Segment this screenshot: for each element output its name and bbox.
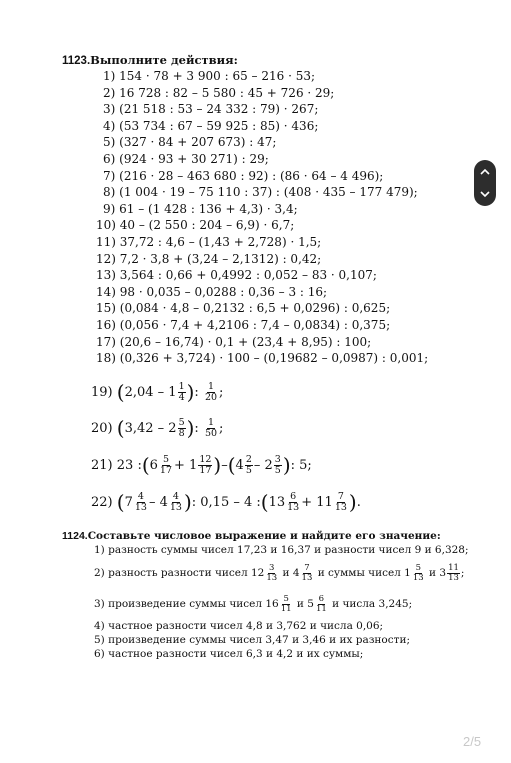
fraction: $\frac{3}{13}$ <box>266 562 278 583</box>
fraction: $\frac{1}{50}$ <box>204 416 218 439</box>
paren-close: ) <box>186 416 195 440</box>
math-text: 4 <box>235 457 244 473</box>
paren-open: ( <box>227 453 236 477</box>
task-item: 13) 3,564 : 0,66 + 0,4992 : 0,052 – 83 · 0,107; <box>96 268 377 283</box>
exercise-number: 1124. <box>62 530 88 542</box>
task-22 <box>91 487 361 517</box>
chevron-down-icon[interactable] <box>480 191 490 198</box>
task-label: 21) <box>91 457 113 473</box>
math-text: ; <box>460 566 465 579</box>
task-1124-3 <box>94 591 412 617</box>
paren-close: ) <box>348 490 357 514</box>
math-text: 13 <box>268 494 286 510</box>
math-text: . <box>356 494 361 510</box>
math-text: 6 <box>149 457 158 473</box>
task-item: 1) 154 · 78 + 3 900 : 65 – 216 · 53; <box>103 69 316 83</box>
scroll-nav <box>474 160 496 206</box>
fraction: $\frac{1}{20}$ <box>204 380 218 403</box>
paren-open: ( <box>141 453 150 477</box>
task-item: 14) 98 · 0,035 – 0,0288 : 0,36 – 3 : 16; <box>96 284 328 299</box>
page-indicator: 2/5 <box>463 734 482 749</box>
task-item: 15) (0,084 · 4,8 – 0,2132 : 6,5 + 0,0296) : 0,625; <box>96 301 391 316</box>
paren-open: ( <box>260 490 269 514</box>
task-label: 19) <box>91 384 113 400</box>
fraction: $\frac{4}{13}$ <box>134 490 147 513</box>
math-text: – 2 <box>253 457 273 473</box>
task-item: 10) 40 – (2 550 : 204 – 6,9) · 6,7; <box>96 218 295 233</box>
exercise-title: Выполните действия: <box>90 53 238 67</box>
fraction: $\frac{5}{13}$ <box>412 562 424 583</box>
paren-open: ( <box>116 490 125 514</box>
math-text: и суммы чисел 1 <box>317 566 411 579</box>
math-text: 23 : <box>116 457 142 473</box>
math-text: и 4 <box>282 566 300 579</box>
fraction: $\frac{2}{5}$ <box>245 453 252 476</box>
math-text: + 11 <box>301 494 333 510</box>
fraction: $\frac{4}{13}$ <box>169 490 182 513</box>
math-text: : 5; <box>290 457 312 473</box>
task-item: 6) (924 · 93 + 30 271) : 29; <box>103 152 269 166</box>
math-text: и 3 <box>429 566 447 579</box>
paren-close: ) <box>213 453 222 477</box>
task-item: 11) 37,72 : 4,6 – (1,43 + 2,728) · 1,5; <box>96 235 322 249</box>
fraction: $\frac{5}{8}$ <box>178 416 185 439</box>
fraction: $\frac{6}{13}$ <box>287 490 300 513</box>
paren-close: ) <box>282 453 291 477</box>
task-item: 7) (216 · 28 – 463 680 : 92) : (86 · 64 – 4 496); <box>103 168 384 183</box>
task-item: 16) (0,056 · 7,4 + 4,2106 : 7,4 – 0,0834) : 0,375; <box>96 318 391 332</box>
exercise-title: Составьте числовое выражение и найдите его значение: <box>87 530 441 542</box>
math-text: : <box>194 420 199 436</box>
task-item: 2) 16 728 : 82 – 5 580 : 45 + 726 · 29; <box>103 85 335 100</box>
task-1124-2 <box>94 560 464 586</box>
exercise-1123-header <box>62 53 238 67</box>
paren-open: ( <box>116 416 125 440</box>
math-text: : <box>194 384 199 400</box>
task-label: 22) <box>91 494 113 510</box>
exercise-number: 1123. <box>62 55 91 67</box>
fraction: $\frac{3}{5}$ <box>274 453 281 476</box>
math-text: : 0,15 – 4 : <box>191 494 261 510</box>
math-text: 3,42 – 2 <box>124 420 177 436</box>
task-item: 4) (53 734 : 67 – 59 925 : 85) · 436; <box>103 118 319 133</box>
math-text: 2) разность разности чисел 12 <box>94 566 265 579</box>
paren-close: ) <box>186 380 195 404</box>
task-20 <box>91 413 223 443</box>
math-text: + 1 <box>174 457 198 473</box>
task-label: 20) <box>91 420 113 436</box>
math-text: и 5 <box>296 597 314 610</box>
math-text: ; <box>219 420 224 436</box>
math-text: 7 <box>124 494 133 510</box>
task-item: 5) (327 · 84 + 207 673) : 47; <box>103 135 277 150</box>
paren-open: ( <box>116 380 125 404</box>
math-text: и числа 3,245; <box>332 597 413 610</box>
task-1124-5: 5) произведение суммы чисел 3,47 и 3,46 и их разности; <box>94 634 410 646</box>
math-text: – 4 <box>148 494 168 510</box>
task-item: 18) (0,326 + 3,724) · 100 – (0,19682 – 0,0987) : 0,001; <box>96 351 429 366</box>
task-1124-6: 6) частное разности чисел 6,3 и 4,2 и их суммы; <box>94 648 364 660</box>
task-item: 9) 61 – (1 428 : 136 + 4,3) · 3,4; <box>103 201 298 216</box>
fraction: $\frac{5}{17}$ <box>159 453 173 476</box>
fraction: $\frac{1}{4}$ <box>178 380 185 403</box>
chevron-up-icon[interactable] <box>480 168 490 175</box>
task-item: 3) (21 518 : 53 – 24 332 : 79) · 267; <box>103 102 319 117</box>
fraction: $\frac{7}{13}$ <box>301 562 313 583</box>
math-text: 3) произведение суммы чисел 16 <box>94 597 279 610</box>
exercise-1124-header <box>62 530 441 542</box>
task-item: 12) 7,2 · 3,8 + (3,24 – 2,1312) : 0,42; <box>96 251 322 266</box>
task-1124-4: 4) частное разности чисел 4,8 и 3,762 и числа 0,06; <box>94 620 384 632</box>
fraction: $\frac{5}{11}$ <box>280 593 292 614</box>
fraction: $\frac{7}{13}$ <box>334 490 347 513</box>
task-21 <box>91 450 312 480</box>
fraction: $\frac{6}{11}$ <box>315 593 327 614</box>
fraction: $\frac{11}{13}$ <box>448 562 459 583</box>
task-1124-1: 1) разность суммы чисел 17,23 и 16,37 и разности чисел 9 и 6,328; <box>94 544 469 556</box>
fraction: $\frac{12}{17}$ <box>199 453 212 476</box>
paren-close: ) <box>183 490 192 514</box>
task-item: 8) (1 004 · 19 – 75 110 : 37) : (408 · 435 – 177 479); <box>103 185 418 200</box>
task-item: 17) (20,6 – 16,74) · 0,1 + (23,4 + 8,95) : 100; <box>96 334 372 349</box>
task-19 <box>91 377 223 407</box>
math-text: 2,04 – 1 <box>124 384 177 400</box>
math-text: ; <box>219 384 224 400</box>
math-text: – <box>221 457 228 473</box>
